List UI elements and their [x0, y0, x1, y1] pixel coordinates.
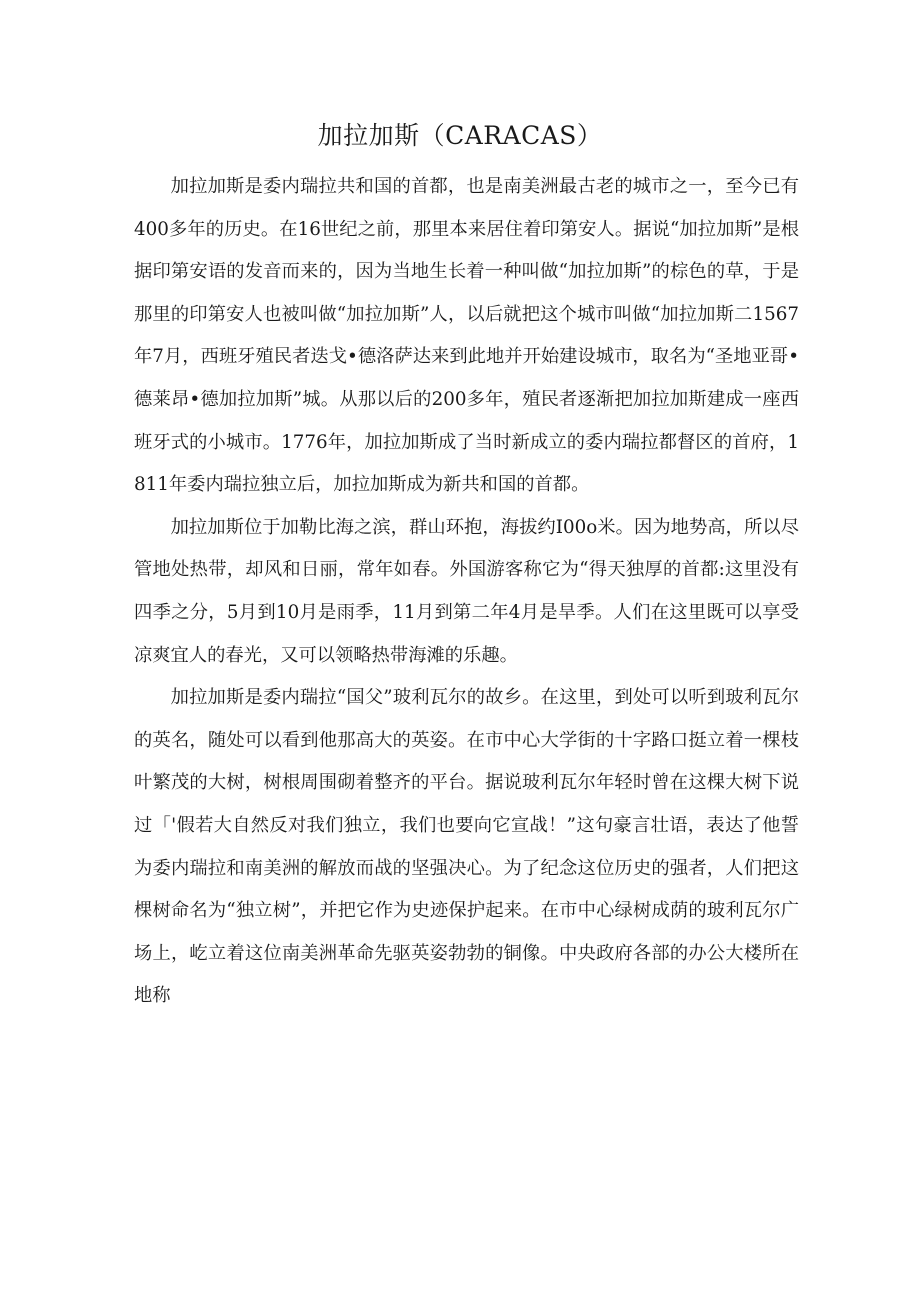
paragraph-climate: 加拉加斯位于加勒比海之滨，群山环抱，海拔约I00o米。因为地势高，所以尽管地处热带，却风和日丽，常年如春。外国游客称它为“得天独厚的首都:这里没有四季之分，5月到10月是雨季，11月到第二年4月是旱季。人们在这里既可以享受凉爽宜人的春光，又可以领略热带海滩的乐趣。 — [134, 516, 799, 666]
paragraph-bolivar: 加拉加斯是委内瑞拉“国父”玻利瓦尔的故乡。在这里，到处可以听到玻利瓦尔的英名，随处可以看到他那高大的英姿。在市中心大学街的十字路口挺立着一棵枝叶繁茂的大树，树根周围砌着整齐的平台。据说玻利瓦尔年轻时曾在这棵大树下说过「'假若大自然反对我们独立，我们也要向它宣战！”这句豪言壮语，表达了他誓为委内瑞拉和南美洲的解放而战的坚强决心。为了纪念这位历史的强者，人们把这棵树命名为“独立树”，并把它作为史迹保护起来。在市中心绿树成荫的玻利瓦尔广场上，屹立着这位南美洲革命先驱英姿勃勃的铜像。中央政府各部的办公大楼所在地称 — [134, 687, 799, 1007]
document-title: 加拉加斯（CARACAS） — [317, 121, 603, 150]
paragraph-history: 加拉加斯是委内瑞拉共和国的首都，也是南美洲最古老的城市之一，至今已有400多年的历史。在16世纪之前，那里本来居住着印第安人。据说“加拉加斯”是根据印第安语的发音而来的，因为当地生长着一种叫做“加拉加斯”的棕色的草，于是那里的印第安人也被叫做“加拉加斯”人，以后就把这个城市叫做“加拉加斯二1567年7月，西班牙殖民者迭戈•德洛萨达来到此地并开始建设城市，取名为“圣地亚哥•德莱昂•德加拉加斯”城。从那以后的200多年，殖民者逐渐把加拉加斯建成一座西班牙式的小城市。1776年，加拉加斯成了当时新成立的委内瑞拉都督区的首府，1811年委内瑞拉独立后，加拉加斯成为新共和国的首都。 — [134, 176, 799, 496]
document-body — [134, 166, 799, 1018]
